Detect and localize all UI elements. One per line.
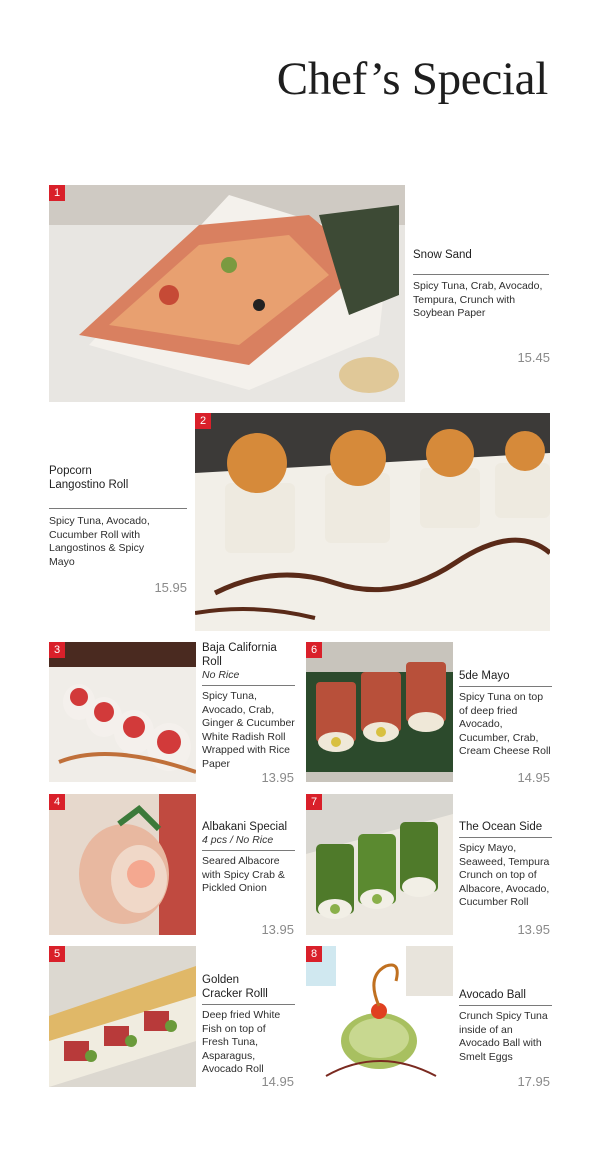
- sushi-photo: [49, 946, 196, 1087]
- sushi-photo: [195, 413, 550, 631]
- sushi-photo: [49, 794, 196, 935]
- item-name: Snow Sand: [413, 249, 472, 261]
- sushi-photo: [49, 185, 405, 402]
- item-8-info: [459, 988, 552, 1064]
- divider: [202, 1004, 295, 1005]
- divider: [202, 850, 295, 851]
- item-2-photo: [195, 413, 550, 631]
- divider: [459, 837, 552, 838]
- item-price: 13.95: [261, 922, 294, 937]
- item-description: Spicy Mayo, Seaweed, Tempura Crunch on top of Albacore, Avocado, Cucumber Roll: [459, 842, 550, 908]
- item-8-photo: [306, 946, 453, 1087]
- item-7-info: [459, 820, 552, 910]
- item-3-info: [202, 641, 295, 771]
- item-number-badge: 2: [195, 413, 211, 429]
- sushi-photo: [306, 946, 453, 1087]
- item-4-photo: [49, 794, 196, 935]
- item-description: Spicy Tuna, Avocado, Cucumber Roll with Langostinos & Spicy Mayo: [49, 515, 150, 568]
- divider: [459, 686, 552, 687]
- item-7-photo: [306, 794, 453, 935]
- item-description: Spicy Tuna, Avocado, Crab, Ginger & Cucumber White Radish Roll Wrapped with Rice Paper: [202, 690, 295, 770]
- page-title: Chef’s Special: [276, 53, 548, 105]
- item-2-info: [49, 464, 187, 569]
- item-name: Golden Cracker Rolll: [202, 974, 268, 1000]
- divider: [202, 685, 295, 686]
- item-description: Crunch Spicy Tuna inside of an Avocado Ball with Smelt Eggs: [459, 1010, 548, 1063]
- item-price: 14.95: [261, 1074, 294, 1089]
- item-name: Baja California Roll: [202, 642, 277, 668]
- divider: [49, 508, 187, 509]
- item-price: 13.95: [261, 770, 294, 785]
- item-note: 4 pcs / No Rice: [202, 834, 274, 846]
- item-number-badge: 6: [306, 642, 322, 658]
- divider: [413, 274, 549, 275]
- item-number-badge: 4: [49, 794, 65, 810]
- item-price: 17.95: [517, 1074, 550, 1089]
- item-6-photo: [306, 642, 453, 782]
- item-1-photo: [49, 185, 405, 402]
- item-number-badge: 3: [49, 642, 65, 658]
- sushi-photo: [306, 642, 453, 782]
- item-6-info: [459, 669, 552, 759]
- item-price: 14.95: [517, 770, 550, 785]
- item-price: 15.45: [517, 350, 550, 365]
- sushi-photo: [49, 642, 196, 782]
- sushi-photo: [306, 794, 453, 935]
- item-name: Avocado Ball: [459, 989, 526, 1001]
- item-name: Albakani Special: [202, 821, 288, 833]
- item-name: 5de Mayo: [459, 670, 510, 682]
- item-5-info: [202, 973, 295, 1077]
- item-number-badge: 5: [49, 946, 65, 962]
- item-5-photo: [49, 946, 196, 1087]
- item-description: Deep fried White Fish on top of Fresh Tuna, Asparagus, Avocado Roll: [202, 1009, 281, 1075]
- item-description: Seared Albacore with Spicy Crab & Pickled Onion: [202, 855, 285, 894]
- item-price: 13.95: [517, 922, 550, 937]
- item-name: Popcorn Langostino Roll: [49, 465, 129, 491]
- item-number-badge: 8: [306, 946, 322, 962]
- item-description: Spicy Tuna on top of deep fried Avocado, Cucumber, Crab, Cream Cheese Roll: [459, 691, 551, 757]
- divider: [459, 1005, 552, 1006]
- item-description: Spicy Tuna, Crab, Avocado, Tempura, Crunch with Soybean Paper: [413, 280, 543, 319]
- item-name: The Ocean Side: [459, 821, 543, 833]
- item-price: 15.95: [154, 580, 187, 595]
- item-note: No Rice: [202, 669, 240, 681]
- item-4-info: [202, 820, 295, 896]
- item-1-info: [413, 248, 549, 321]
- item-number-badge: 1: [49, 185, 65, 201]
- item-number-badge: 7: [306, 794, 322, 810]
- item-3-photo: [49, 642, 196, 782]
